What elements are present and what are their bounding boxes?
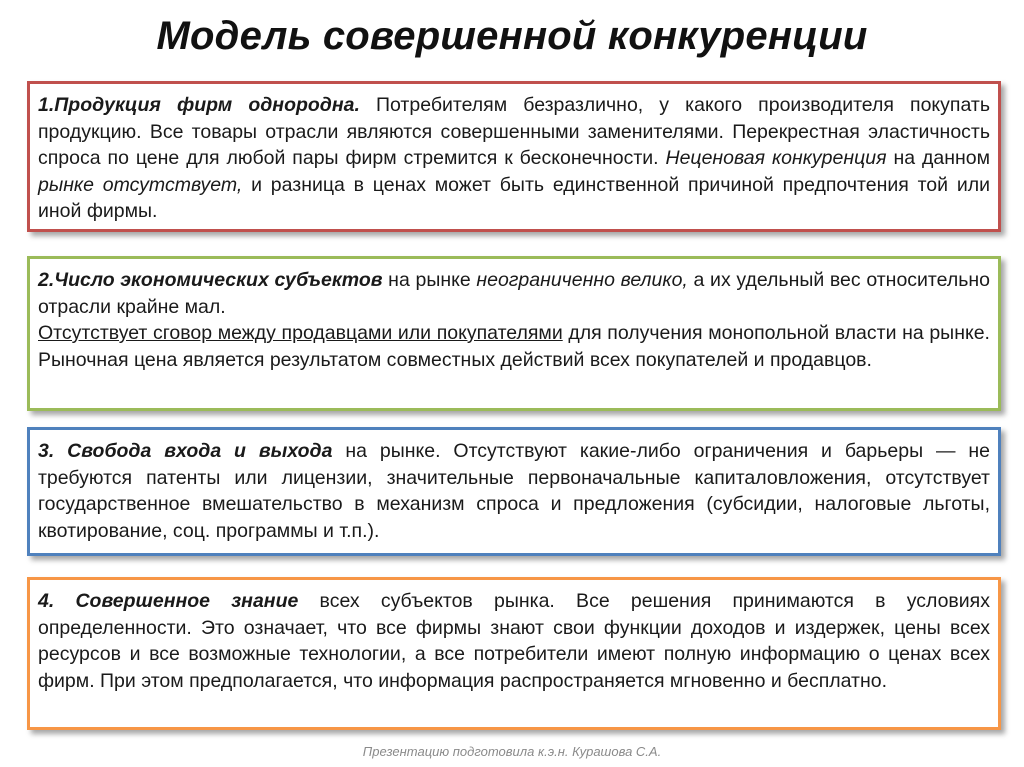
condition-text-part: для получения монопольной власти на рынке. Рыночная цена является результатом совместных действий всех покупателей и продавцов. [38, 322, 990, 371]
condition-text-2a [38, 267, 990, 320]
condition-heading-1: 1.Продукция фирм однородна. [38, 94, 360, 116]
condition-text-3 [38, 438, 990, 544]
condition-text-part: на рынке [382, 269, 477, 291]
condition-heading-2: 2.Число экономических субъектов [38, 269, 383, 291]
page-title: Модель совершенной конкуренции [156, 14, 868, 58]
condition-text-part: всех субъектов рынка. Все решения принимаются в условиях определенности. Это означает, что все фирмы знают свои функции доходов и издержек, цены всех ресурсов и все возможные технологии, а все потребители имеют полную информацию о ценах всех фирм. При этом предполагается, что информация распространяется мгновенно и бесплатно. [38, 590, 990, 692]
condition-italic-part: рынке отсутствует, [38, 173, 243, 196]
footer-credit: Презентацию подготовила к.э.н. Курашова С.А. [362, 744, 662, 759]
condition-box-1 [27, 81, 1001, 232]
condition-box-4 [27, 577, 1001, 730]
condition-box-2 [27, 256, 1001, 411]
condition-underlined-part: Отсутствует сговор между продавцами или покупателями [38, 322, 563, 344]
condition-text-part: а их удельный вес относительно отрасли крайне мал. [38, 269, 990, 318]
condition-italic-part: Неценовая конкуренция [665, 147, 887, 169]
condition-text-4 [38, 588, 990, 694]
condition-box-3 [27, 427, 1001, 556]
condition-text-2b [38, 320, 990, 373]
condition-heading-3: 3. Свобода входа и выхода [38, 440, 333, 462]
condition-italic-part: неограниченно велико, [476, 269, 688, 291]
condition-text-1 [38, 92, 990, 225]
condition-text-part: Потребителям безразлично, у какого производителя покупать продукцию. Все товары отрасли являются совершенными заменителями. Перекрестная эластичность спроса по цене для любой пары фирм стремится к бесконечности. [38, 94, 990, 169]
condition-text-part: и разница в ценах может быть единственной причиной предпочтения той или иной фирмы. [38, 173, 990, 222]
condition-heading-4: 4. Совершенное знание [38, 590, 299, 612]
condition-text-part: на данном [886, 147, 991, 169]
condition-text-part: на рынке. Отсутствуют какие-либо ограничения и барьеры — не требуются патенты или лицензии, значительные первоначальные капиталовложения, отсутствует государственное вмешательство в механизм спроса и предложения (субсидии, налоговые льготы, квотирование, соц. программы и т.п.). [38, 440, 990, 542]
